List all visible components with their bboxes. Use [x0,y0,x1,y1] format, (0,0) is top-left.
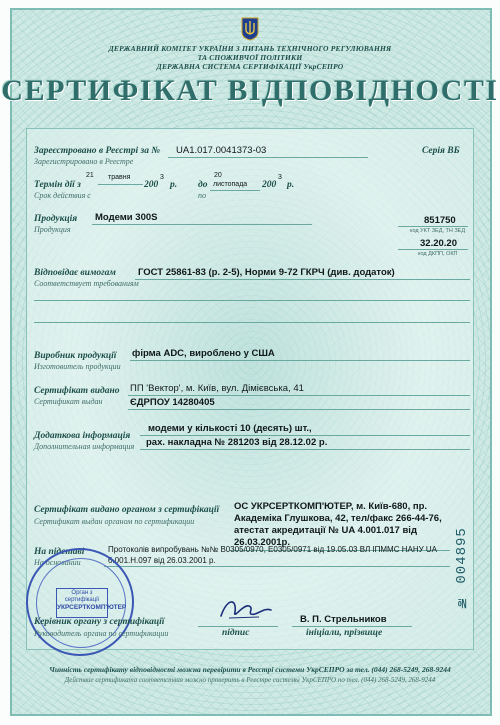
requirements-value: ГОСТ 25861-83 (р. 2-5), Норми 9-72 ГКРЧ (див. додаток) [138,267,395,278]
certificate-title: СЕРТИФІКАТ ВІДПОВІДНОСТІ [1,74,499,107]
requirements-extra-line-2 [34,322,470,323]
agency-name-line1: ДЕРЖАВНИЙ КОМІТЕТ УКРАЇНИ З ПИТАНЬ ТЕХНІЧНОГО РЕГУЛЮВАННЯ [108,44,392,53]
requirements-label-ru: Соответствует требованиям [34,279,139,288]
issuing-body-label-ru: Сертификат выдан органом по сертификации [34,517,195,526]
registration-underline [168,157,368,158]
valid-to-underline [210,190,260,191]
manufacturer-underline [130,360,470,361]
stamp-line3: УКРСЕРТКОМП'ЮТЕР [57,604,127,611]
stamp-line1: Орган з [71,590,93,596]
manufacturer-label: Виробник продукції [34,351,117,361]
product-underline [92,224,312,225]
basis-label: На підставі [34,547,85,557]
issuing-body-label: Сертифікат видано органом з сертифікації [34,505,220,515]
manufacturer-value: фірма ADC, вироблено у США [132,348,275,359]
registration-label: Зареєстровано в Реєстрі за № [34,146,161,156]
dkpp-code: 32.20.20 [420,238,457,249]
valid-to-month: листопада [213,181,248,188]
ukt-zed-code: 851750 [424,215,456,226]
valid-to-year-word: р. [287,180,295,190]
product-label-ru: Продукция [34,225,71,234]
issuing-body-line2: Академіка Глушкова, 42, тел/факс 266-44-76, [234,513,442,524]
additional-info-line2: рах. накладна № 281203 від 28.12.02 р. [146,437,328,448]
valid-to-year-prefix: 200 [262,180,277,190]
requirements-extra-line-1 [34,300,470,301]
head-of-body-name: В. П. Стрельников [300,614,387,625]
additional-underline-2 [140,449,470,450]
additional-info-label-ru: Дополнительная информация [34,442,135,451]
validity-label: Термін дії з [34,180,81,190]
certification-system-name: ДЕРЖАВНА СИСТЕМА СЕРТИФІКАЦІЇ УкрСЕПРО [156,62,344,71]
issued-to-edrpou: ЄДРПОУ 14280405 [130,397,215,408]
valid-to-year-suffix: 3 [278,174,282,181]
serial-number: № 004895 [454,527,470,610]
trident-emblem-icon [241,17,259,41]
valid-from-day: 21 [86,172,94,179]
validity-label-ru: Срок действия с [34,191,91,200]
valid-from-underline [98,184,143,185]
footer-verification-ua: Чинність сертифікату відповідності можна перевірити в Реєстрі системи УкрСЕПРО за тел. (044) 268-5249, 268-9244 [49,665,451,674]
additional-info-label: Додаткова інформація [34,431,131,441]
valid-to-day: 20 [214,172,222,179]
valid-from-month: травня [108,174,131,181]
additional-info-line1: модеми у кількості 10 (десять) шт., [148,423,312,434]
issued-to-label-ru: Сертификат выдан [34,397,103,406]
issued-to-underline-1 [128,395,470,396]
issued-to-address: ПП 'Вектор', м. Київ, вул. Дімієвська, 41 [130,383,304,394]
product-label: Продукція [34,214,78,224]
valid-from-year-word: р. [170,180,178,190]
basis-line1: Протоколів випробувань №№ В0305/0970, Е0305/0971 від 19.05.03 ВЛ ІПММС НАНУ UA [108,545,438,554]
ukt-zed-underline [398,226,468,227]
series-label: Серія ВБ [422,146,460,156]
head-of-body-label-ru: Руководитель органа по сертификации [34,629,169,638]
name-caption: ініціали, прізвище [306,628,383,638]
requirements-label: Відповідає вимогам [34,268,116,278]
issued-to-underline-2 [128,409,470,410]
issuing-body-line1: ОС УКРСЕРТКОМП'ЮТЕР, м. Київ-680, пр. [234,501,428,512]
issuing-body-line3: атестат акредитації № UA 4.001.017 від [234,525,417,536]
registration-label-ru: Зарегистрировано в Реестре [34,157,134,166]
issued-to-label: Сертифікат видано [34,386,120,396]
stamp-center-text [56,588,127,618]
basis-underline [104,566,450,567]
head-of-body-label: Керівник органу з сертифікації [34,617,165,627]
name-underline [292,626,412,627]
dkpp-underline [398,249,468,250]
footer-verification-ru: Действие сертификата соответствия можно проверить в Реестре системы УкрСЕПРО по тел. (044) 268-5249, 268-9244 [64,676,436,684]
dkpp-caption: код ДКПП, ОКП [418,251,458,257]
handwritten-signature [215,594,275,624]
registration-number: UA1.017.0041373-03 [176,145,267,156]
manufacturer-label-ru: Изготовитель продукции [34,362,121,371]
requirements-underline [135,279,470,280]
stamp-line2: сертифікації [64,597,100,603]
valid-from-year-prefix: 200 [144,180,159,190]
basis-label-ru: На основании [34,558,81,567]
valid-to-label-ru: по [198,191,206,200]
issuing-body-line4: 26.03.2001р. [234,537,290,548]
ukt-zed-caption: код УКТ ЗЕД, ТН ЗЕД [410,228,466,234]
valid-to-label: до [198,180,208,190]
additional-underline-1 [140,435,470,436]
signature-caption: підпис [222,628,250,638]
product-value: Модеми 300S [95,212,158,223]
signature-underline [198,626,278,627]
basis-line2: 6.001.Н.097 від 26.03.2001 р. [108,556,216,565]
agency-name-line2: ТА СПОЖИВЧОЇ ПОЛІТИКИ [197,53,303,62]
valid-from-year-suffix: 3 [160,174,164,181]
